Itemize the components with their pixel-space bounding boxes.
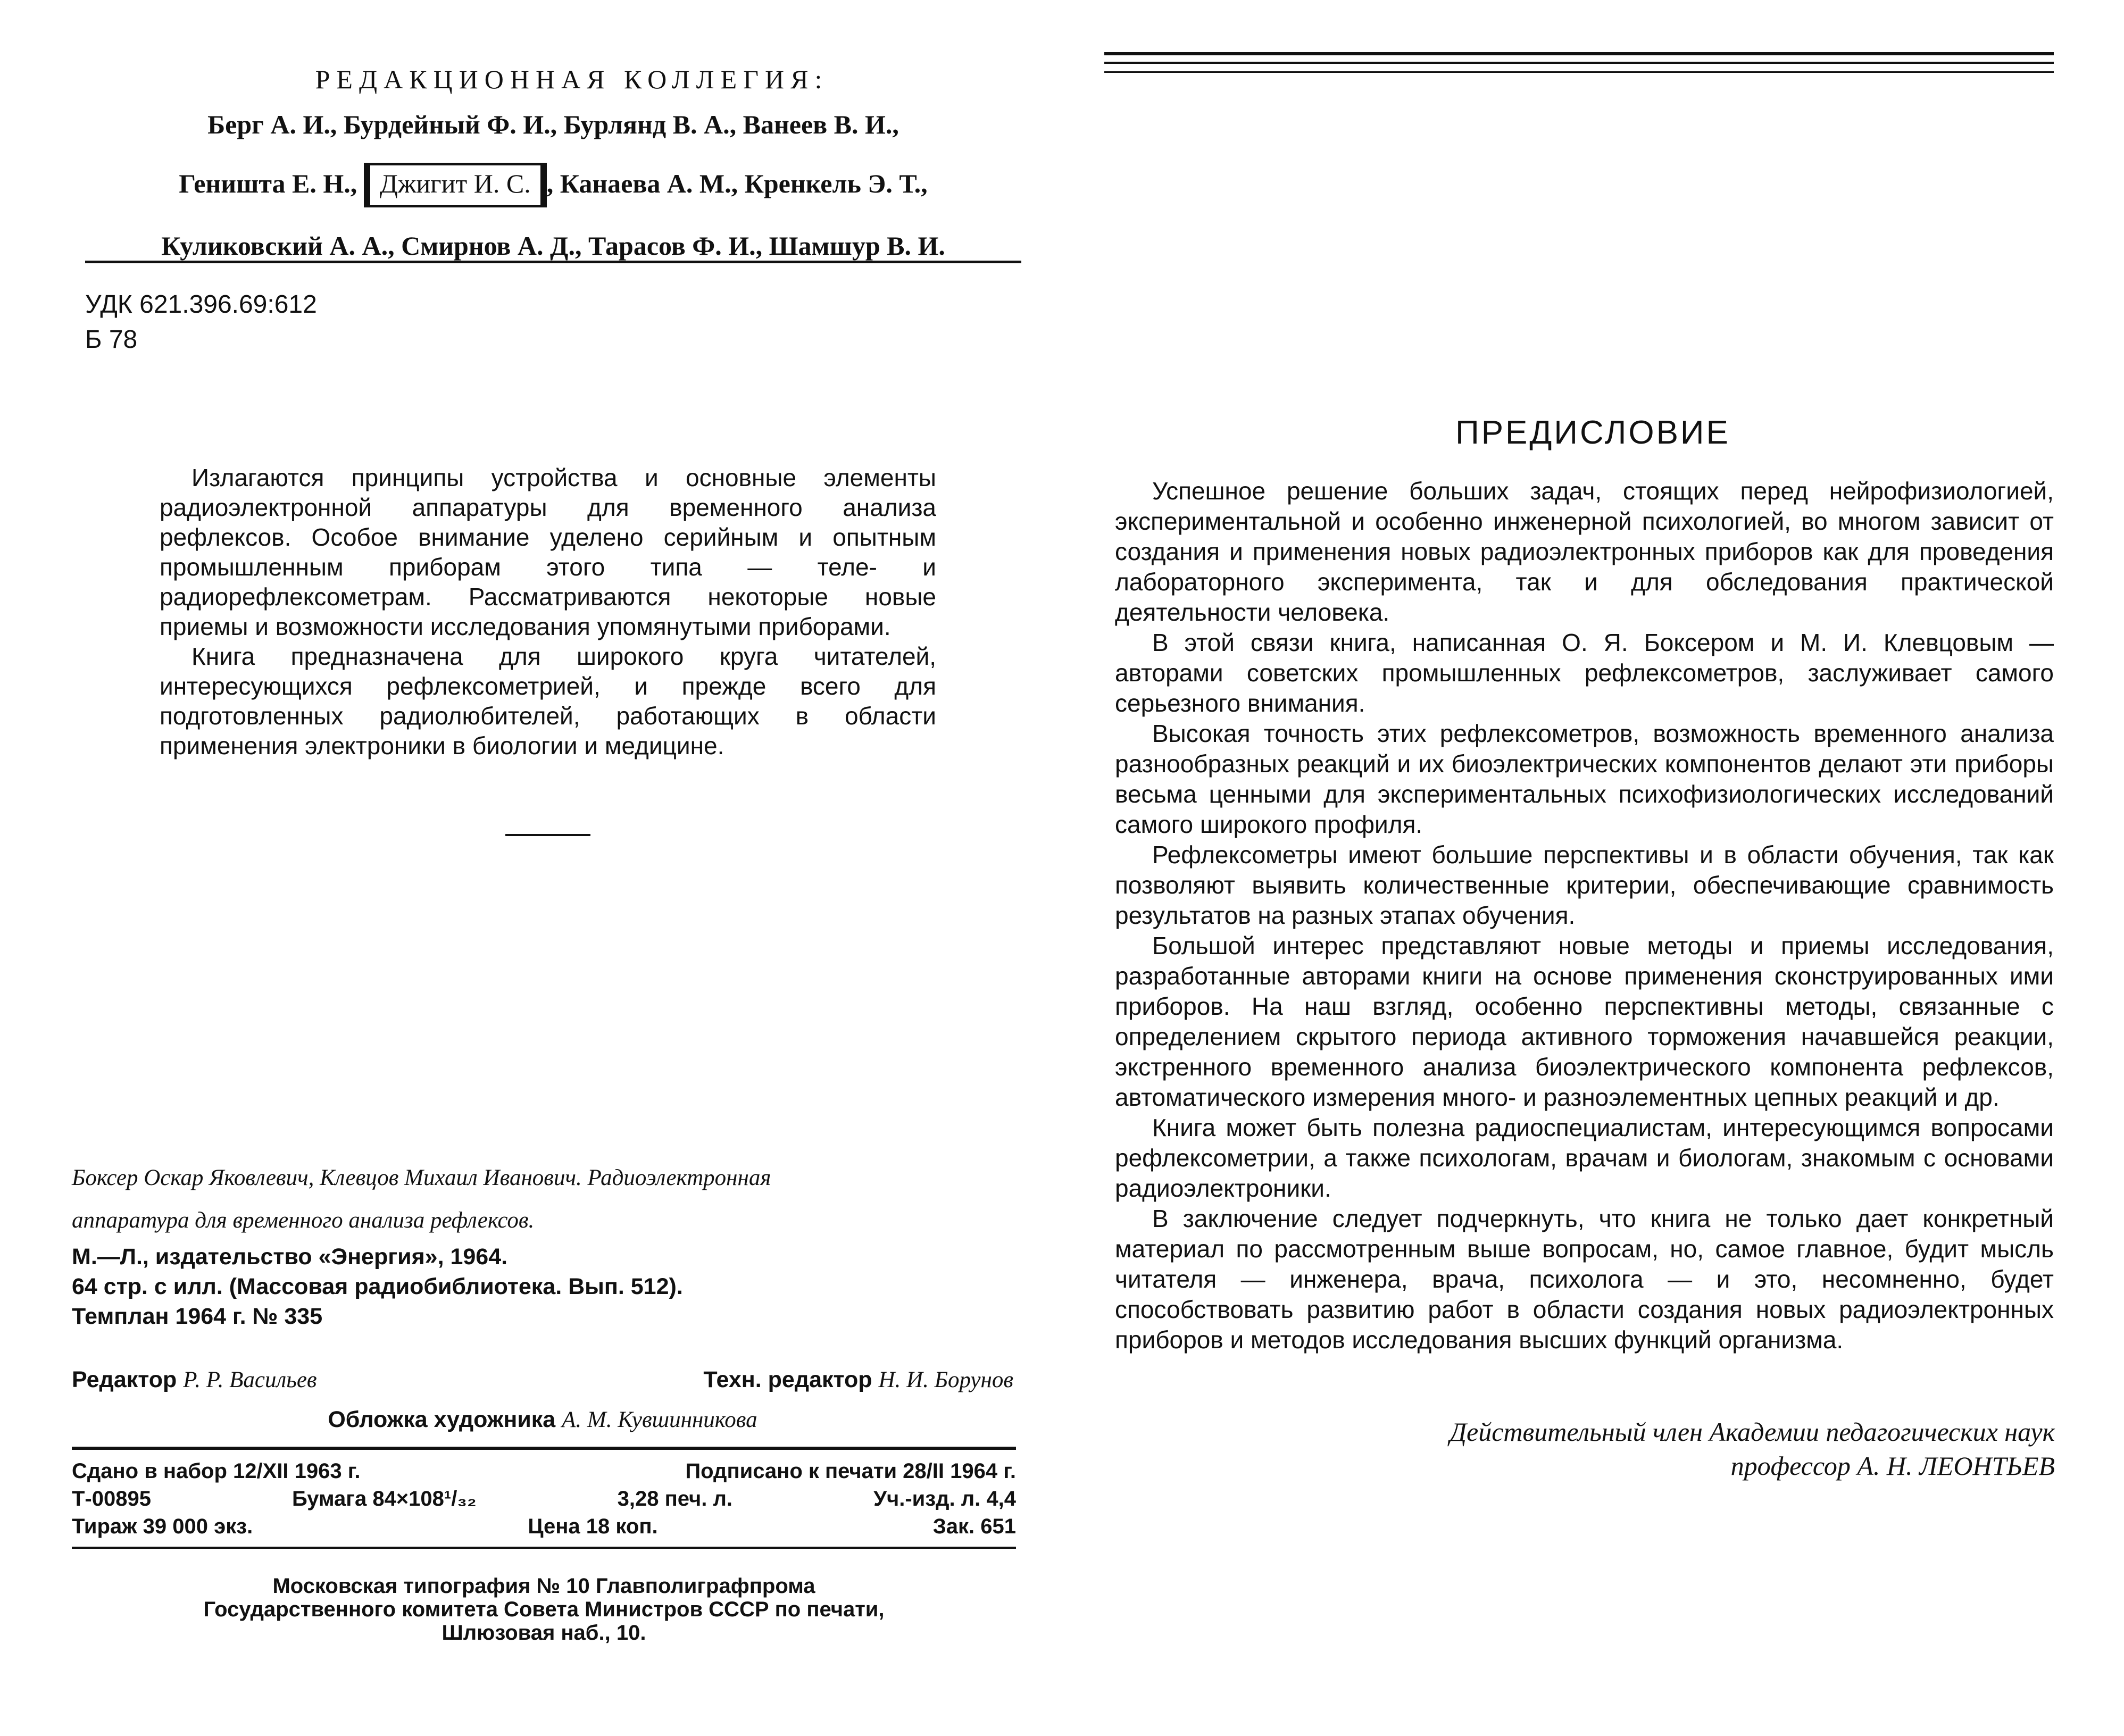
editors-row <box>72 1367 1013 1393</box>
cover-name: А. М. Кувшинникова <box>562 1407 757 1432</box>
bib-templan: Темплан 1964 г. № 335 <box>72 1304 323 1329</box>
preface-paragraph: В заключение следует подчеркнуть, что книга не только дает конкретный материал по рассмотренным выше вопросам, но, самое главное, будит мысль читателя — инженера, врача, психолога — и это, несомненно, будет способствовать развитию работ в области создания новых радиоэлектронных приборов и методов исследования высших функций организма. <box>1115 1205 2054 1354</box>
printer-info <box>72 1574 1016 1645</box>
preface-paragraph: В этой связи книга, написанная О. Я. Боксером и М. И. Клевцовым — авторами советских промышленных рефлексометров, заслуживает самого серьезного внимания. <box>1115 629 2054 717</box>
board-member-before: Геништа Е. Н., <box>179 169 357 198</box>
imprint-order: Зак. 651 <box>932 1515 1016 1538</box>
preface-signature <box>1450 1415 2055 1483</box>
bibliographic-record <box>72 1157 1008 1331</box>
imprint-box <box>72 1447 1016 1549</box>
board-member-after: , Канаева А. М., Кренкель Э. Т., <box>546 169 928 198</box>
board-divider <box>85 261 1021 263</box>
bib-pages: 64 стр. с илл. (Массовая радиобиблиотека. Вып. 512). <box>72 1274 683 1299</box>
imprint-row <box>72 1457 1016 1485</box>
imprint-pub-sheets: Уч.-изд. л. 4,4 <box>873 1487 1016 1510</box>
bib-publisher: М.—Л., издательство «Энергия», 1964. <box>72 1244 508 1270</box>
imprint-price: Цена 18 коп. <box>528 1515 658 1538</box>
editorial-board <box>85 64 1021 284</box>
preface-paragraph: Рефлексометры имеют большие перспективы и в области обучения, так как позволяют выявить количественные критерии, обеспечивающие сравнимость результатов на разных этапах обучения. <box>1115 841 2054 929</box>
top-rule <box>1104 62 2054 64</box>
signature-name: профессор А. Н. ЛЕОНТЬЕВ <box>1730 1451 2055 1481</box>
cover-label: Обложка художника <box>328 1407 556 1432</box>
signature-title: Действительный член Академии педагогических наук <box>1450 1417 2055 1447</box>
top-rule <box>1104 52 2054 55</box>
printer-line: Московская типография № 10 Главполиграфпрома <box>272 1574 815 1598</box>
bib-authors-title: Боксер Оскар Яковлевич, Клевцов Михаил Иванович. Радиоэлектронная <box>72 1165 771 1190</box>
abstract-paragraph: Книга предназначена для широкого круга читателей, интересующихся рефлексометрией, и прежде всего для подготовленных радиолюбителей, работающих в области применения электроники в биологии и медицине. <box>160 642 936 760</box>
printer-line: Государственного комитета Совета Министров СССР по печати, <box>203 1598 885 1621</box>
editor-label: Редактор <box>72 1367 177 1392</box>
board-members-line-1: Берг А. И., Бурдейный Ф. И., Бурлянд В. А., Ванеев В. И., <box>207 110 899 139</box>
right-page <box>1062 0 2124 1736</box>
preface-paragraph: Книга может быть полезна радиоспециалистам, интересующимся вопросами рефлексометрии, а также психологам, врачам и биологам, знакомым с основами радиоэлектроники. <box>1115 1114 2054 1202</box>
imprint-row <box>72 1513 1016 1540</box>
board-members-line-3: Куликовский А. А., Смирнов А. Д., Тарасов Ф. И., Шамшур В. И. <box>161 231 945 261</box>
preface-paragraph: Высокая точность этих рефлексометров, возможность временного анализа разнообразных реакций и их биоэлектрических компонентов делают эти приборы весьма ценными для экспериментальных психофизиологических исследований самого широкого профиля. <box>1115 720 2054 838</box>
preface-paragraph: Успешное решение больших задач, стоящих перед нейрофизиологией, экспериментальной и особенно инженерной психологией, во многом зависит от создания и применения новых радиоэлектронных приборов как для проведения лабораторного эксперимента, так и для обследования практической деятельности человека. <box>1115 477 2054 626</box>
abstract <box>160 463 936 761</box>
imprint-sheets: 3,28 печ. л. <box>617 1487 733 1510</box>
tech-editor-name: Н. И. Борунов <box>878 1367 1013 1392</box>
imprint-signed: Подписано к печати 28/II 1964 г. <box>685 1459 1016 1483</box>
top-rule <box>1104 71 2054 73</box>
udk-code: УДК 621.396.69:612 <box>85 290 317 319</box>
editors <box>72 1367 1013 1433</box>
board-members-line-2 <box>85 163 1021 207</box>
cover-artist <box>72 1407 1013 1433</box>
editor <box>72 1367 317 1393</box>
bib-title-cont: аппаратура для временного анализа рефлексов. <box>72 1208 535 1233</box>
imprint-code: Т-00895 <box>72 1487 151 1510</box>
imprint-sent: Сдано в набор 12/XII 1963 г. <box>72 1459 361 1483</box>
board-title: РЕДАКЦИОННАЯ КОЛЛЕГИЯ: <box>315 64 829 94</box>
imprint-run: Тираж 39 000 экз. <box>72 1515 253 1538</box>
imprint-row <box>72 1485 1016 1513</box>
framed-board-member: Джигит И. С. <box>364 163 547 207</box>
imprint-paper: Бумага 84×108¹/₃₂ <box>292 1487 477 1510</box>
abstract-paragraph: Излагаются принципы устройства и основные элементы радиоэлектронной аппаратуры для временного анализа рефлексов. Особое внимание уделено серийным и опытным промышленным приборам этого типа — теле- и радиорефлексометрам. Рассматриваются некоторые новые приемы и возможности исследования упомянутыми приборами. <box>160 464 936 640</box>
tech-editor <box>703 1367 1013 1393</box>
bbk-code: Б 78 <box>85 326 138 354</box>
classification-codes <box>85 287 317 357</box>
short-divider <box>505 834 590 836</box>
printer-line: Шлюзовая наб., 10. <box>442 1621 646 1645</box>
preface-text <box>1115 476 2054 1355</box>
editor-name: Р. Р. Васильев <box>183 1367 317 1392</box>
preface-heading: ПРЕДИСЛОВИЕ <box>1455 414 1730 451</box>
tech-editor-label: Техн. редактор <box>703 1367 872 1392</box>
preface-paragraph: Большой интерес представляют новые методы и приемы исследования, разработанные авторами книги на основе применения сконструированных ими приборов. На наш взгляд, особенно перспективны методы, связанные с определением скрытого периода активного торможения начавшейся реакции, экстренного временного анализа биоэлектрического компонента рефлексов, автоматического измерения много- и разноэлементных цепных реакций и др. <box>1115 932 2054 1111</box>
